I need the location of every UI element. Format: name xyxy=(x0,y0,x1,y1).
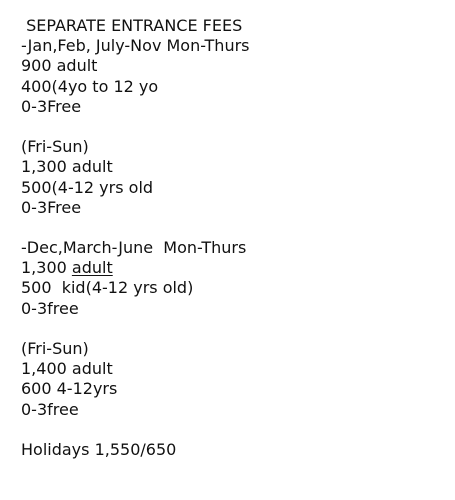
period1-weekend-child: 500(4-12 yrs old xyxy=(21,177,154,197)
blank-line xyxy=(21,420,441,440)
period2-weekday-adult-amount: 1,300 xyxy=(21,258,72,278)
blank-line xyxy=(21,319,441,339)
period1-weekday-adult: 900 adult xyxy=(21,56,98,76)
period1-weekend-infant: 0-3Free xyxy=(21,197,82,217)
period1-weekday-child: 400(4yo to 12 yo xyxy=(21,76,159,96)
period2-weekend-child: 600 4-12yrs xyxy=(21,379,118,399)
period1-weekend-header: (Fri-Sun) xyxy=(21,137,89,157)
period2-weekday-adult xyxy=(21,258,441,278)
note-title: SEPARATE ENTRANCE FEES xyxy=(21,16,243,35)
period1-weekday-infant: 0-3Free xyxy=(21,96,82,116)
period1-weekend-adult: 1,300 adult xyxy=(21,157,113,177)
period2-weekday-infant: 0-3free xyxy=(21,298,79,318)
fee-note xyxy=(21,16,441,460)
holidays-line: Holidays 1,550/650 xyxy=(21,439,177,459)
period2-weekend-header: (Fri-Sun) xyxy=(21,339,89,358)
period2-weekend-infant: 0-3free xyxy=(21,399,79,419)
period2-header: -Dec,March-June Mon-Thurs xyxy=(21,238,247,258)
blank-line xyxy=(21,117,441,137)
period2-weekday-adult-word: adult xyxy=(71,258,113,278)
period2-weekend-adult: 1,400 adult xyxy=(21,359,113,379)
blank-line xyxy=(21,218,441,238)
period2-weekday-child: 500 kid(4-12 yrs old) xyxy=(21,278,194,298)
period1-header: -Jan,Feb, July-Nov Mon-Thurs xyxy=(21,36,250,56)
